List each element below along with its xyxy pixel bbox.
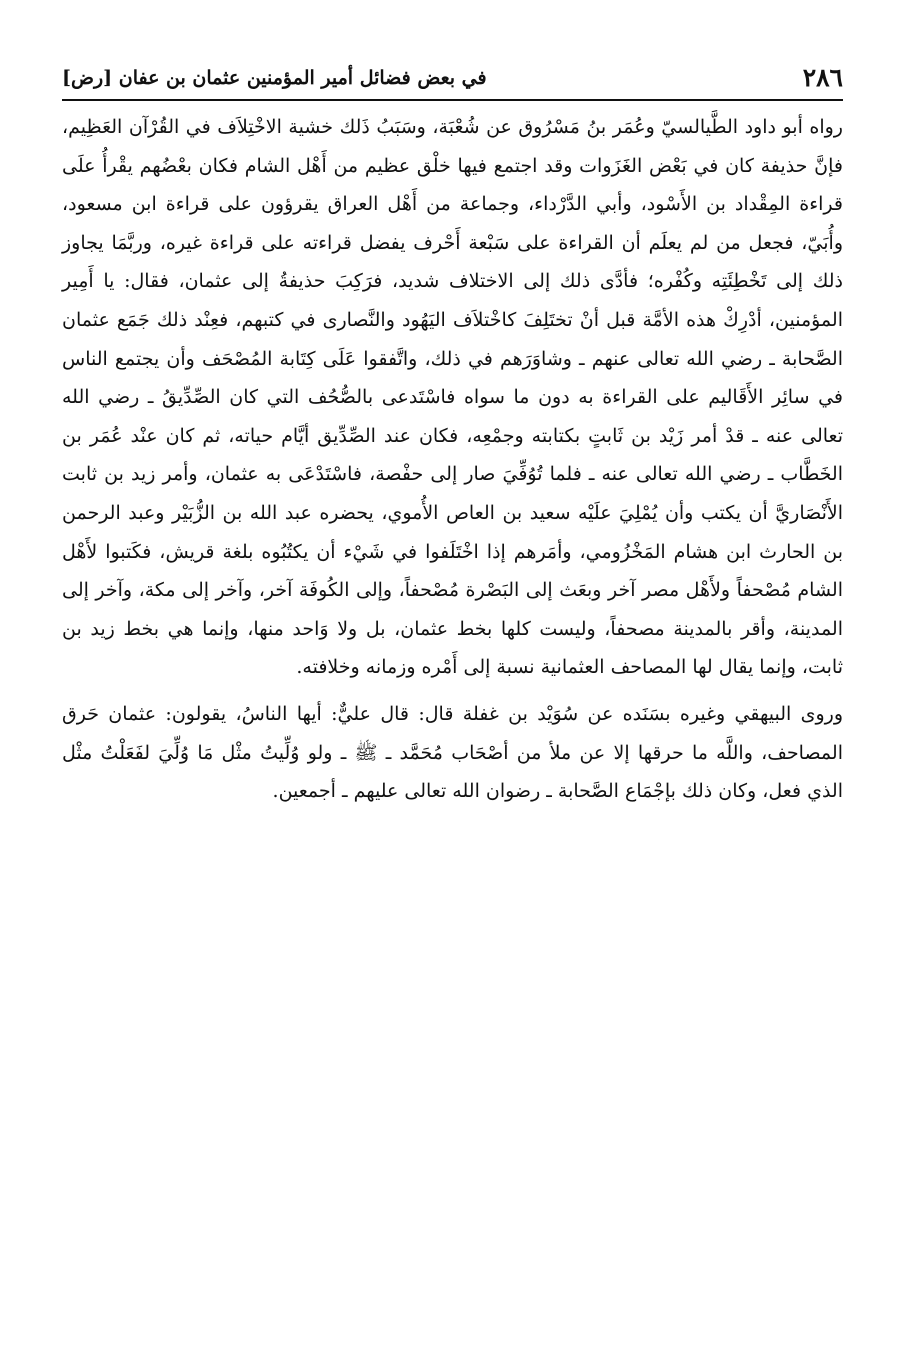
page-header [62,56,843,96]
paragraph-uthman-mushaf: رواه أبو داود الطَّيالسيّ وعُمَر بنُ مَسْرُوق عن شُعْبَة، وسَبَبُ ذَلك خشية الاخْتِلاَف في القُرْآن العَظِيم، فإنَّ حذيفة كان في بَعْض الغَزَوات وقد اجتمع فيها خلْق عظيم من أَهْل الشام فكان بعْضُهم يقْرأُ علَى قراءة المِقْداد بن الأَسْود، وأبي الدَّرْداء، وجماعة من أَهْل العراق يقرؤون على قراءة ابن مسعود، وأُبَيّ، فجعل من لم يعلَم أن القراءة على سَبْعة أَحْرف يفضل قراءته على قراءة غيره، وربَّمَا يجاوز ذلك إلى تَخْطِئَتِه وكُفْره؛ فأدَّى ذلك إلى الاختلاف شديد، فرَكِبَ حذيفةُ إلى عثمان، فقال: يا أَمِير المؤمنين، أدْرِكْ هذه الأمَّة قبل أنْ تختَلِفَ كاخْتلاَف اليَهُود والنَّصارى في كتبهم، فعِنْد ذلك جَمَع عثمان الصَّحابة ـ رضي الله تعالى عنهم ـ وشاوَرَهم في ذلك، واتَّفقوا عَلَى كِتَابة المُصْحَف وأن يجتمع الناس في سائِر الأَقَاليم على القراءة به دون ما سواه فاسْتَدعى بالصُّحُف التي كان الصِّدِّيقُ ـ رضي الله تعالى عنه ـ قدْ أمر زَيْد بن ثَابتٍ بكتابته وجمْعِه، فكان عند الصِّدِّيق أيَّام حياته، ثم كان عنْد عُمَر بن الخَطَّاب ـ رضي الله تعالى عنه ـ فلما تُوُفِّيَ صار إلى حفْصة، فاسْتَدْعَى به عثمان، وأمر زيد بن ثابت الأَنْصَاريَّ أن يكتب وأن يُمْلِيَ علَيْه سعيد بن العاص الأُموي، يحضره عبد الله بن الزُّبَيْر وعبد الرحمن بن الحارث ابن هشام المَخْزُومي، وأمَرهم إذا اخْتَلَفوا في شَيْء أن يكتُبُوه بلغة قريش، فكَتبوا لأَهْل الشام مُصْحفاً ولأَهْل مصر آخر وبعَث إلى البَصْرة مُصْحفاً، وإلى الكُوفَة آخر، وآخر إلى مكة، وآخر إلى المدينة، وأقر بالمدينة مصحفاً، وليست كلها بخط عثمان، بل ولا وَاحد منها، وإنما هي بخط زيد بن ثابت، وإنما يقال لها المصاحف العثمانية نسبة إلى أَمْره وزمانه وخلافته. [62,116,843,679]
running-title: في بعض فضائل أمير المؤمنين عثمان بن عفان [رض] [62,67,487,89]
paragraph-ali-narration: وروى البيهقي وغيره بسَنَده عن سُوَيْد بن غفلة قال: قال عليٌّ: أيها الناسُ، يقولون: عثمان حَرق المصاحف، واللَّه ما حرقها إلا عن ملأ من أصْحَاب مُحَمَّد ـ ﷺ ـ ولو وُلِّيتُ مثْل مَا وُلِّيَ لفَعَلْتُ مثْل الذي فعل، وكان ذلك بإجْمَاع الصَّحابة ـ رضوان الله تعالى عليهم ـ أجمعين. [62,702,843,803]
page-number: ٢٨٦ [802,63,843,92]
body-text [62,108,843,811]
header-divider [62,99,843,101]
